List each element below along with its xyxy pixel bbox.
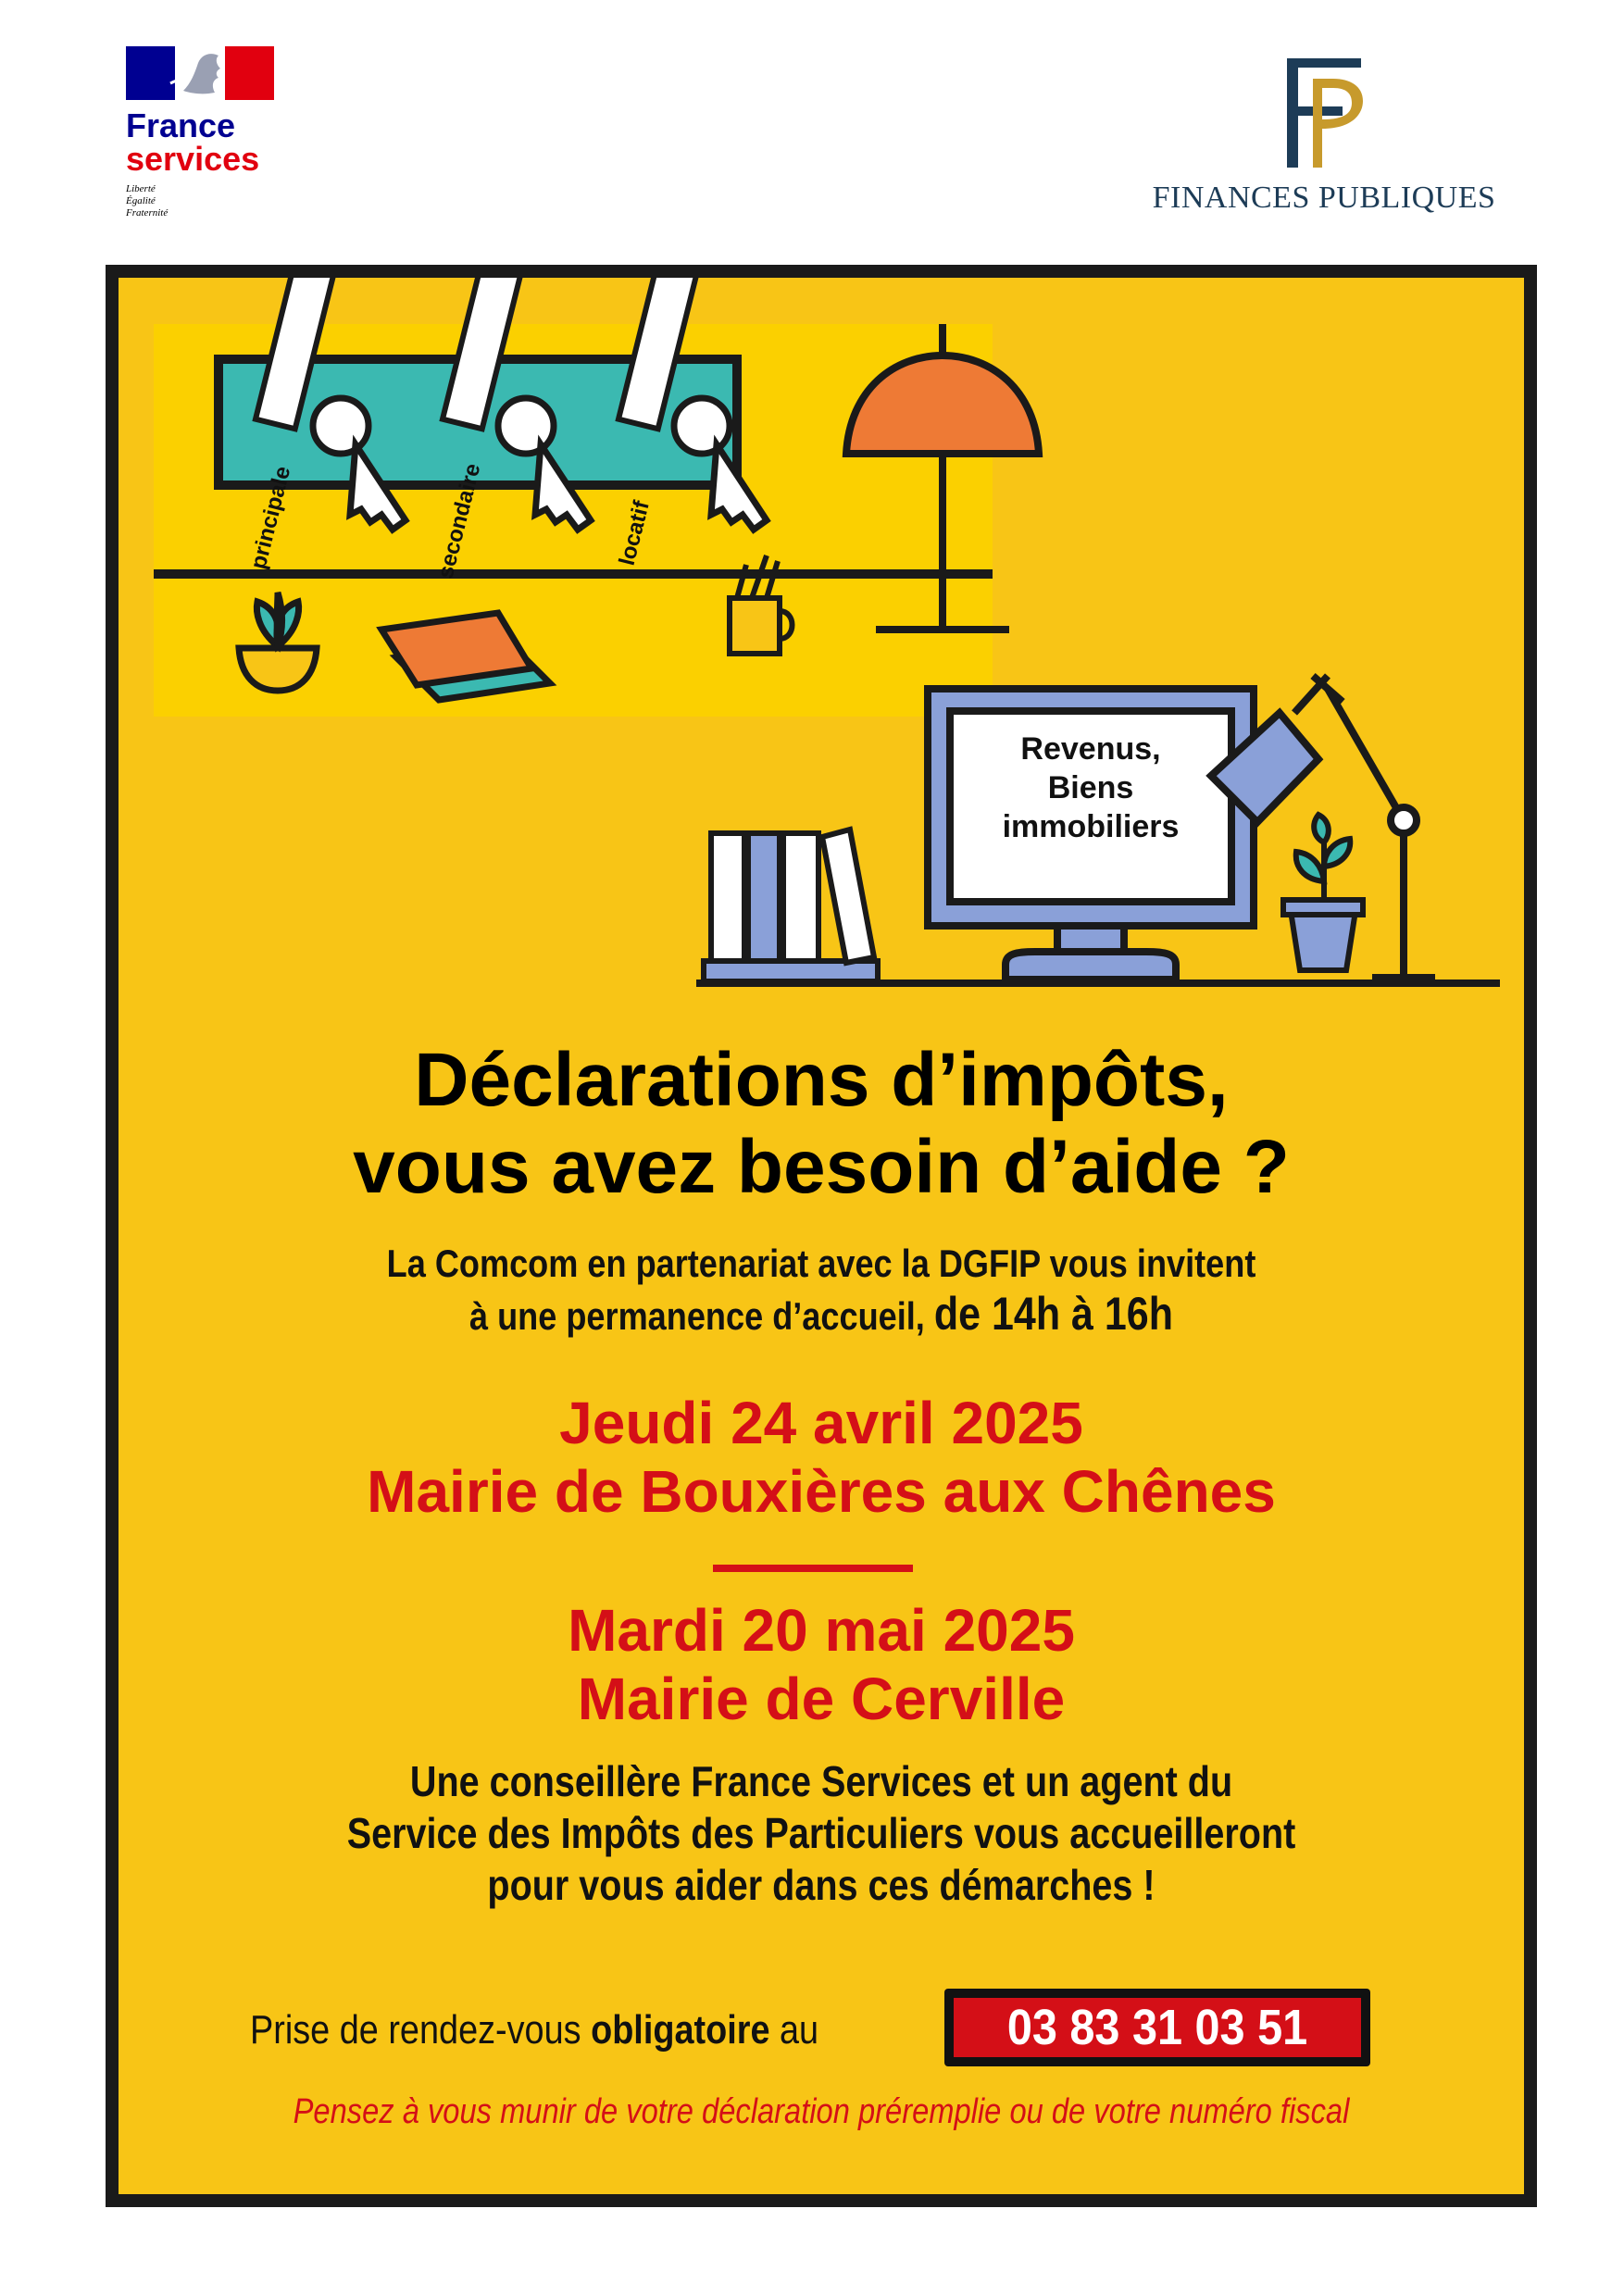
appointment-text xyxy=(250,2005,818,2055)
event-2-date: Mardi 20 mai 2025 xyxy=(568,1597,1075,1664)
france-services-subtitle: services xyxy=(126,140,260,178)
event-separator xyxy=(713,1565,913,1572)
finances-publiques-logo xyxy=(1139,51,1509,227)
motto-egalite: Égalité xyxy=(126,195,156,206)
desk-illustration xyxy=(119,278,1524,1037)
republic-motto xyxy=(126,183,168,219)
key-tag-label-locatif: locatif xyxy=(614,498,655,568)
event-2 xyxy=(119,1596,1524,1733)
france-services-logo xyxy=(126,46,293,241)
potted-plant-icon xyxy=(1283,815,1363,970)
intro-line-2-prefix: à une permanence d’accueil, xyxy=(468,1294,934,1338)
poster xyxy=(106,265,1537,2207)
phone-number-box xyxy=(944,1989,1370,2066)
intro-text xyxy=(217,1239,1425,1341)
event-1 xyxy=(119,1389,1524,1526)
intro-line-2 xyxy=(217,1289,1425,1341)
notice-line-3: pour vous aider dans ces démarches ! xyxy=(487,1861,1156,1909)
event-1-place: Mairie de Bouxières aux Chênes xyxy=(367,1458,1276,1525)
opening-hours: de 14h à 16h xyxy=(933,1288,1173,1340)
event-1-date: Jeudi 24 avril 2025 xyxy=(559,1390,1083,1456)
notice-line-2: Service des Impôts des Particuliers vous accueilleront xyxy=(346,1809,1296,1857)
reminder-text: Pensez à vous munir de votre déclaration préremplie ou de votre numéro fiscal xyxy=(293,2092,1350,2131)
key-tag-label-secondaire: secondaire xyxy=(432,460,486,581)
phone-number-background xyxy=(954,1998,1361,2057)
motto-fraternite: Fraternité xyxy=(126,207,169,218)
motto-liberte: Liberté xyxy=(126,183,156,194)
event-2-place: Mairie de Cerville xyxy=(577,1666,1066,1732)
phone-number[interactable]: 03 83 31 03 51 xyxy=(1006,2000,1308,2055)
books-icon xyxy=(704,830,878,981)
key-tag-label-principale: principale xyxy=(245,463,296,572)
appointment-emphasis: obligatoire xyxy=(591,2007,770,2053)
monitor-text-line-3: immobiliers xyxy=(1002,809,1180,844)
headline-line-2: vous avez besoin d’aide ? xyxy=(353,1125,1290,1209)
notice-line-1: Une conseillère France Services et un agent du xyxy=(409,1757,1233,1805)
notice-text xyxy=(217,1755,1425,1911)
appointment-suffix: au xyxy=(769,2007,819,2053)
fp-monogram-icon xyxy=(1259,51,1370,171)
appointment-prefix: Prise de rendez-vous xyxy=(250,2007,592,2053)
monitor-text-line-2: Biens xyxy=(1047,770,1134,805)
intro-line-1: La Comcom en partenariat avec la DGFIP vous invitent xyxy=(386,1242,1256,1285)
headline xyxy=(119,1037,1524,1211)
monitor-text-line-1: Revenus, xyxy=(1020,731,1161,767)
finances-publiques-text: FINANCES PUBLIQUES xyxy=(1152,181,1496,215)
headline-line-1: Déclarations d’impôts, xyxy=(414,1038,1229,1122)
marianne-flag-icon xyxy=(126,46,274,100)
france-services-title: France xyxy=(126,106,236,144)
